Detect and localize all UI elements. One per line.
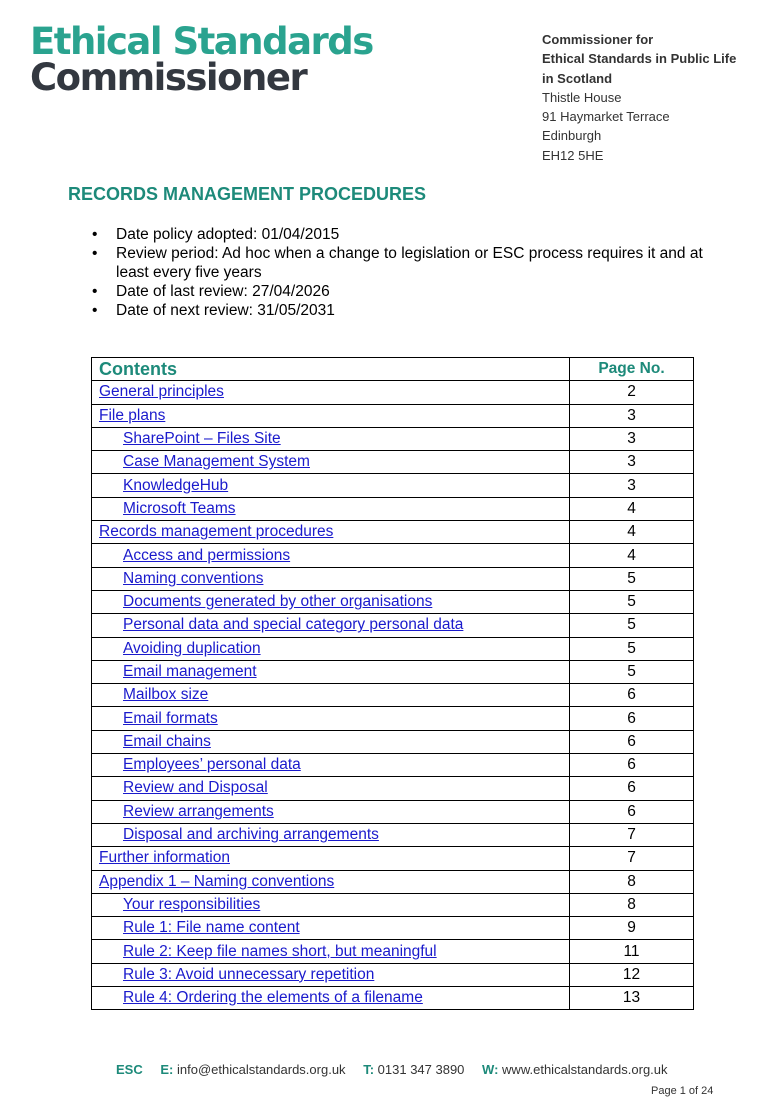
address-line: 91 Haymarket Terrace [542, 109, 670, 125]
contents-page-number: 4 [570, 521, 694, 544]
contents-row [92, 917, 694, 940]
contents-link[interactable]: Avoiding duplication [123, 639, 261, 657]
address-bold-line: Ethical Standards in Public Life [542, 51, 737, 67]
contents-page-number: 13 [570, 987, 694, 1010]
contents-entry-cell [92, 754, 570, 777]
contents-link[interactable]: File plans [99, 406, 166, 424]
contents-row [92, 427, 694, 450]
contents-link[interactable]: Access and permissions [123, 546, 291, 564]
contents-row [92, 567, 694, 590]
contents-entry-cell [92, 917, 570, 940]
contents-row [92, 847, 694, 870]
contents-row [92, 451, 694, 474]
address-line: EH12 5HE [542, 147, 604, 163]
esc-logo [30, 20, 373, 99]
contents-link[interactable]: SharePoint – Files Site [123, 430, 281, 448]
contents-link[interactable]: Rule 3: Avoid unnecessary repetition [123, 965, 375, 983]
contents-row [92, 381, 694, 404]
address-bold-line: in Scotland [542, 70, 613, 86]
contents-link[interactable]: Email formats [123, 709, 218, 727]
contents-link[interactable]: Appendix 1 – Naming conventions [99, 872, 335, 890]
contents-link[interactable]: Review arrangements [123, 802, 274, 820]
contents-page-number: 5 [570, 637, 694, 660]
contents-row [92, 474, 694, 497]
meta-item: • Date of next review: 31/05/2031 [92, 301, 712, 320]
contents-page-number: 3 [570, 451, 694, 474]
contents-header-row [92, 358, 694, 381]
contents-link[interactable]: Email management [123, 663, 257, 680]
contents-row [92, 521, 694, 544]
contents-row [92, 963, 694, 986]
address-block [542, 30, 736, 165]
contents-entry-cell [92, 567, 570, 590]
contents-row [92, 870, 694, 893]
address-bold-line: Commissioner for [542, 32, 654, 47]
contents-page-number: 5 [570, 567, 694, 590]
contents-entry-cell [92, 427, 570, 450]
contents-page-number: 8 [570, 870, 694, 893]
contents-row [92, 614, 694, 637]
contents-page-number: 7 [570, 847, 694, 870]
contents-link[interactable]: Your responsibilities [123, 895, 261, 913]
meta-item: • Date of last review: 27/04/2026 [92, 282, 712, 301]
contents-row [92, 754, 694, 777]
contents-row [92, 590, 694, 613]
contents-row [92, 987, 694, 1010]
contents-link[interactable]: Rule 4: Ordering the elements of a filename [123, 989, 423, 1007]
contents-entry-cell [92, 521, 570, 544]
contents-row [92, 544, 694, 567]
document-title: RECORDS MANAGEMENT PROCEDURES [68, 184, 427, 204]
contents-entry-cell [92, 800, 570, 823]
contents-row [92, 823, 694, 846]
contents-row [92, 940, 694, 963]
contents-row [92, 497, 694, 520]
contents-row [92, 777, 694, 800]
contents-page-number: 4 [570, 544, 694, 567]
contents-page-number: 4 [570, 497, 694, 520]
contents-entry-cell [92, 590, 570, 613]
contents-page-number: 7 [570, 823, 694, 846]
contents-link[interactable]: Email chains [123, 732, 211, 750]
address-line: Thistle House [542, 89, 622, 105]
contents-entry-cell [92, 684, 570, 707]
footer-email[interactable]: info@ethicalstandards.org.uk [176, 1062, 346, 1077]
contents-row [92, 707, 694, 730]
contents-page-number: 3 [570, 427, 694, 450]
page-no-heading: Page No. [570, 358, 694, 381]
contents-entry-cell [92, 730, 570, 753]
contents-page-number: 5 [570, 590, 694, 613]
contents-link[interactable]: Case Management System [123, 453, 310, 471]
contents-link[interactable]: Rule 2: Keep file names short, but meaningful [123, 942, 437, 960]
contents-entry-cell [92, 893, 570, 916]
contents-link[interactable]: Rule 1: File name content [123, 919, 300, 937]
contents-page-number: 3 [570, 404, 694, 427]
contents-row [92, 660, 694, 683]
contents-row [92, 800, 694, 823]
footer-esc-tag: ESC [116, 1062, 143, 1077]
contents-row [92, 404, 694, 427]
logo-line-1: Ethical Standards [30, 20, 373, 63]
footer-tel: 0131 347 3890 [377, 1062, 465, 1077]
contents-entry-cell [92, 474, 570, 497]
contents-page-number: 2 [570, 381, 694, 404]
contents-link[interactable]: Disposal and archiving arrangements [123, 826, 379, 844]
contents-link[interactable]: Personal data and special category personal data [123, 616, 464, 634]
contents-page-number: 6 [570, 707, 694, 730]
contents-page-number: 11 [570, 940, 694, 963]
contents-entry-cell [92, 777, 570, 800]
address-line: Edinburgh [542, 128, 602, 144]
contents-link[interactable]: Mailbox size [123, 686, 209, 704]
contents-page-number: 6 [570, 684, 694, 707]
contents-entry-cell [92, 940, 570, 963]
contents-entry-cell [92, 614, 570, 637]
policy-meta-list [92, 225, 712, 320]
contents-entry-cell [92, 544, 570, 567]
footer-web-key: W: [482, 1062, 499, 1077]
footer-email-key: E: [160, 1062, 174, 1077]
page-number: Page 1 of 24 [651, 1085, 714, 1097]
contents-link[interactable]: KnowledgeHub [123, 476, 229, 494]
contents-link[interactable]: Records management procedures [99, 523, 334, 541]
contents-page-number: 5 [570, 614, 694, 637]
contents-heading: Contents [92, 358, 570, 381]
logo-line-2: Commissioner [30, 56, 307, 99]
contents-entry-cell [92, 707, 570, 730]
contents-entry-cell [92, 381, 570, 404]
contents-row [92, 684, 694, 707]
contents-entry-cell [92, 637, 570, 660]
contents-link[interactable]: Naming conventions [123, 569, 264, 587]
contents-link[interactable]: General principles [99, 383, 224, 401]
contents-entry-cell [92, 497, 570, 520]
contents-entry-cell [92, 451, 570, 474]
footer [116, 1062, 668, 1077]
contents-entry-cell [92, 660, 570, 683]
contents-page-number: 6 [570, 754, 694, 777]
contents-page-number: 8 [570, 893, 694, 916]
contents-link[interactable]: Further information [99, 849, 230, 867]
contents-link[interactable]: Microsoft Teams [123, 499, 236, 517]
contents-page-number: 3 [570, 474, 694, 497]
contents-entry-cell [92, 404, 570, 427]
contents-page-number: 6 [570, 730, 694, 753]
contents-link[interactable]: Employees’ personal data [123, 756, 301, 774]
contents-row [92, 730, 694, 753]
contents-entry-cell [92, 847, 570, 870]
contents-entry-cell [92, 823, 570, 846]
footer-tel-key: T: [363, 1062, 375, 1077]
contents-body [92, 381, 694, 1010]
meta-item: • Review period: Ad hoc when a change to legislation or ESC process requires it and at least every five years [92, 244, 712, 282]
contents-row [92, 637, 694, 660]
contents-page-number: 12 [570, 963, 694, 986]
contents-page-number: 6 [570, 800, 694, 823]
contents-row [92, 893, 694, 916]
contents-entry-cell [92, 963, 570, 986]
contents-page-number: 5 [570, 660, 694, 683]
footer-web[interactable]: www.ethicalstandards.org.uk [502, 1062, 668, 1077]
contents-link[interactable]: Documents generated by other organisations [123, 593, 433, 611]
contents-link[interactable]: Review and Disposal [123, 779, 268, 797]
contents-page-number: 6 [570, 777, 694, 800]
contents-page-number: 9 [570, 917, 694, 940]
contents-entry-cell [92, 987, 570, 1010]
contents-table [91, 357, 694, 1010]
contents-entry-cell [92, 870, 570, 893]
meta-item: • Date policy adopted: 01/04/2015 [92, 225, 712, 244]
